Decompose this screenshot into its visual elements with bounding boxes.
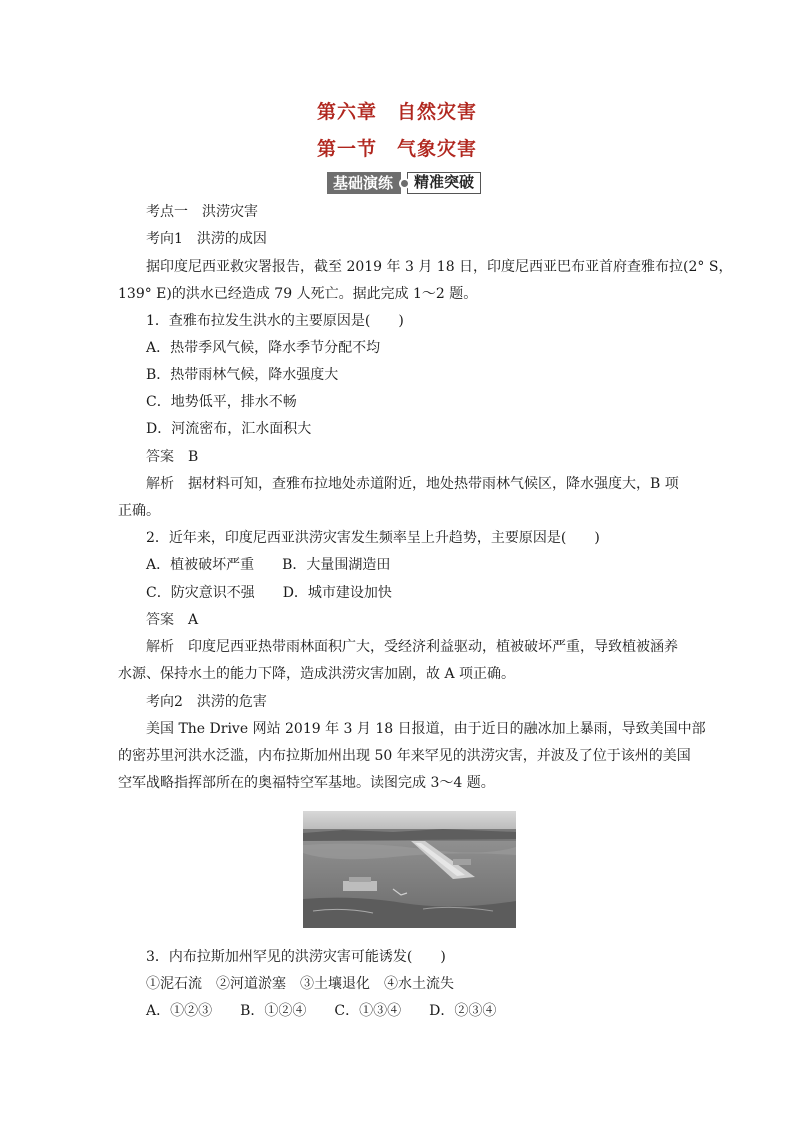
question-1-option-d: D．河流密布，汇水面积大 [146,421,312,437]
explanation-label: 解析 [146,639,174,655]
question-1-option-a: A．热带季风气候，降水季节分配不均 [146,340,381,356]
question-1-option-b: B．热带雨林气候，降水强度大 [146,367,339,383]
question-2-answer [146,610,198,630]
explanation-label: 解析 [146,476,174,492]
answer-value: B [188,449,199,465]
kaoxiang-heading-1: 考向1 洪涝的成因 [146,231,267,247]
answer-label: 答案 [146,449,174,465]
material-2-line-2: 的密苏里河洪水泛滥，内布拉斯加州出现 50 年来罕见的洪涝灾害，并波及了位于该州的美国 [118,748,691,764]
question-1-answer [146,447,198,467]
flooded-airbase-image [303,811,516,928]
answer-label: 答案 [146,612,174,628]
flood-photo [303,811,516,928]
question-1-stem: 1．查雅布拉发生洪水的主要原因是( ) [146,313,404,329]
material-1-line-1: 据印度尼西亚救灾署报告，截至 2019 年 3 月 18 日，印度尼西亚巴布亚首府查雅布拉(2° S， [146,259,733,275]
question-3-choices: A．①②③ B．①②④ C．①③④ D．②③④ [146,1003,497,1019]
practice-banner [327,172,481,194]
kaodian-heading: 考点一 洪涝灾害 [146,204,258,220]
question-1-option-c: C．地势低平，排水不畅 [146,394,297,410]
answer-value: A [188,612,199,628]
question-2-options-row-2: C．防灾意识不强 D．城市建设加快 [146,585,392,601]
question-1-explanation-line-1 [146,474,679,494]
explanation-text: 印度尼西亚热带雨林面积广大，受经济利益驱动，植被破坏严重，导致植被涵养 [188,639,678,655]
question-2-stem: 2．近年来，印度尼西亚洪涝灾害发生频率呈上升趋势，主要原因是( ) [146,530,600,546]
question-2-options-row-1: A．植被破坏严重 B．大量围湖造田 [146,557,391,573]
question-3-stem: 3．内布拉斯加州罕见的洪涝灾害可能诱发( ) [146,949,446,965]
section-title: 第一节 气象灾害 [316,138,477,160]
banner-dot-icon [399,178,410,189]
chapter-title: 第六章 自然灾害 [316,101,477,123]
question-1-explanation-line-2: 正确。 [118,503,160,519]
material-2-line-3: 空军战略指挥部所在的奥福特空军基地。读图完成 3～4 题。 [118,775,495,791]
material-2-line-1: 美国 The Drive 网站 2019 年 3 月 18 日报道，由于近日的融冰加上暴雨，导致美国中部 [146,721,706,737]
banner-right-label: 精准突破 [407,172,481,194]
question-2-explanation-line-2: 水源、保持水土的能力下降，造成洪涝灾害加剧，故 A 项正确。 [118,666,516,682]
banner-left-label: 基础演练 [327,172,401,194]
question-3-statements: ①泥石流 ②河道淤塞 ③土壤退化 ④水土流失 [146,976,454,992]
material-1-line-2: 139° E)的洪水已经造成 79 人死亡。据此完成 1～2 题。 [118,286,478,302]
question-2-explanation-line-1 [146,637,678,657]
kaoxiang-heading-2: 考向2 洪涝的危害 [146,694,267,710]
explanation-text: 据材料可知，查雅布拉地处赤道附近，地处热带雨林气候区，降水强度大，B 项 [188,476,679,492]
